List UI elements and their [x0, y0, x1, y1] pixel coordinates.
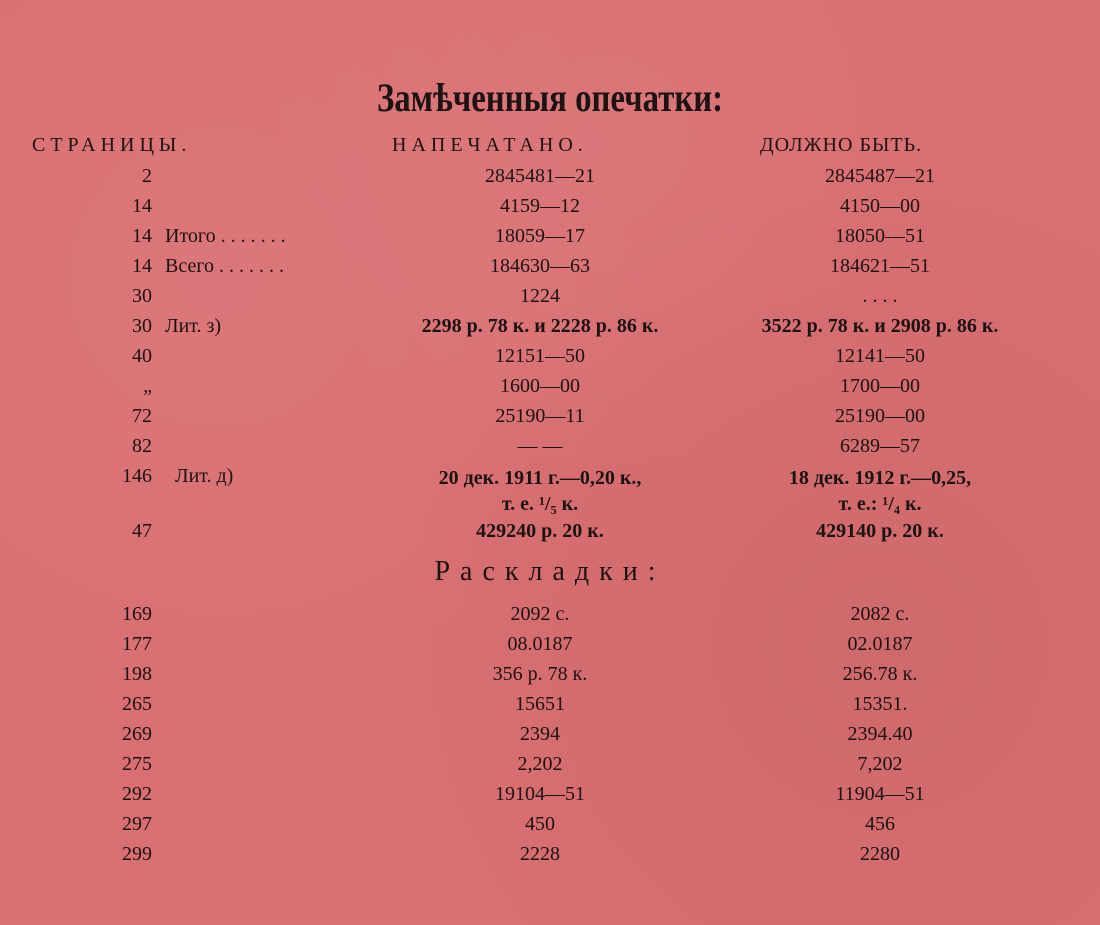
correct-value: 2280	[860, 843, 900, 865]
page-number: 82	[132, 435, 152, 457]
page-number: 72	[132, 405, 152, 427]
layout-row	[0, 753, 1100, 783]
correct-value: 1700—00	[840, 375, 920, 397]
printed-value: — —	[517, 435, 563, 457]
errata-row	[0, 315, 1100, 345]
errata-row	[0, 345, 1100, 375]
page-number: 40	[132, 345, 152, 367]
layout-row	[0, 693, 1100, 723]
printed-value-line2: т. е. ¹/₅ к.	[501, 493, 579, 515]
correct-value: 184621—51	[830, 255, 930, 277]
correct-value: 11904—51	[835, 783, 925, 805]
page-number: „	[143, 375, 152, 397]
printed-value: 2228	[520, 843, 560, 865]
printed-value: 1224	[520, 285, 560, 307]
correct-value-line1: 18 дек. 1912 г.—0,25,	[788, 467, 972, 489]
correct-value: 3522 р. 78 к. и 2908 р. 86 к.	[761, 315, 999, 337]
page-number: 30	[132, 285, 152, 307]
errata-row	[0, 255, 1100, 285]
errata-row	[0, 435, 1100, 465]
correct-value: 429140 р. 20 к.	[816, 520, 944, 542]
page-number: 275	[122, 753, 152, 775]
errata-row	[0, 465, 1100, 521]
correct-value: 02.0187	[847, 633, 913, 655]
correct-value: 256.78 к.	[842, 663, 918, 685]
correct-value: 4150—00	[840, 195, 920, 217]
correct-value: 15351.	[852, 693, 908, 715]
printed-value: 1600—00	[500, 375, 580, 397]
page-number: 14	[132, 225, 152, 247]
printed-value: 18059—17	[495, 225, 585, 247]
printed-value-line1: 20 дек. 1911 г.—0,20 к.,	[438, 467, 642, 489]
printed-value: 15651	[515, 693, 565, 715]
layout-row	[0, 663, 1100, 693]
errata-row	[0, 165, 1100, 195]
page-number: 269	[122, 723, 152, 745]
printed-value: 2298 р. 78 к. и 2228 р. 86 к.	[421, 315, 659, 337]
layout-row	[0, 813, 1100, 843]
correct-value: 2845487—21	[825, 165, 935, 187]
printed-value	[340, 465, 740, 517]
correct-value-line2: т. е.: ¹/₄ к.	[838, 493, 922, 515]
page-number: 30	[132, 315, 152, 337]
page-number: 299	[122, 843, 152, 865]
page-number: 198	[122, 663, 152, 685]
layout-row	[0, 603, 1100, 633]
page-number: 14	[132, 255, 152, 277]
printed-value: 2394	[520, 723, 560, 745]
row-note: Лит. д)	[175, 465, 234, 487]
page-number: 297	[122, 813, 152, 835]
errata-row	[0, 195, 1100, 225]
printed-value: 2845481—21	[485, 165, 595, 187]
layout-row	[0, 633, 1100, 663]
row-note: Итого . . . . . . .	[165, 225, 286, 247]
printed-value: 08.0187	[507, 633, 573, 655]
printed-value: 12151—50	[495, 345, 585, 367]
printed-value: 356 р. 78 к.	[492, 663, 588, 685]
page-number: 177	[122, 633, 152, 655]
column-header-printed: НАПЕЧАТАНО.	[392, 134, 588, 156]
errata-row	[0, 285, 1100, 315]
section-title-layouts: Раскладки:	[434, 556, 666, 587]
printed-value: 184630—63	[490, 255, 590, 277]
printed-value: 4159—12	[500, 195, 580, 217]
layout-row	[0, 723, 1100, 753]
column-header-should-be: ДОЛЖНО БЫТЬ.	[760, 134, 923, 156]
page-number: 146	[122, 465, 152, 487]
printed-value: 19104—51	[495, 783, 585, 805]
correct-value: 7,202	[857, 753, 903, 775]
printed-value: 25190—11	[495, 405, 585, 427]
column-header-pages: СТРАНИЦЫ.	[32, 134, 192, 156]
page-number: 47	[132, 520, 152, 542]
correct-value: 2082 с.	[850, 603, 910, 625]
correct-value: 12141—50	[835, 345, 925, 367]
correct-value: 18050—51	[835, 225, 925, 247]
page-title: Замѣченныя опечатки:	[376, 75, 724, 120]
correct-value: 456	[865, 813, 895, 835]
page-number: 265	[122, 693, 152, 715]
errata-row	[0, 225, 1100, 255]
printed-value: 429240 р. 20 к.	[476, 520, 604, 542]
correct-value: . . . .	[862, 285, 898, 307]
page-number: 292	[122, 783, 152, 805]
printed-value: 450	[525, 813, 555, 835]
page-number: 14	[132, 195, 152, 217]
page-number: 2	[142, 165, 152, 187]
correct-value: 2394.40	[847, 723, 913, 745]
page-number: 169	[122, 603, 152, 625]
errata-row	[0, 405, 1100, 435]
row-note: Всего . . . . . . .	[165, 255, 285, 277]
printed-value: 2,202	[517, 753, 563, 775]
correct-value	[700, 465, 1060, 517]
row-note: Лит. з)	[165, 315, 222, 337]
layout-row	[0, 783, 1100, 813]
errata-row	[0, 520, 1100, 550]
layout-row	[0, 843, 1100, 873]
correct-value: 25190—00	[835, 405, 925, 427]
errata-row	[0, 375, 1100, 405]
printed-value: 2092 с.	[510, 603, 570, 625]
correct-value: 6289—57	[840, 435, 920, 457]
